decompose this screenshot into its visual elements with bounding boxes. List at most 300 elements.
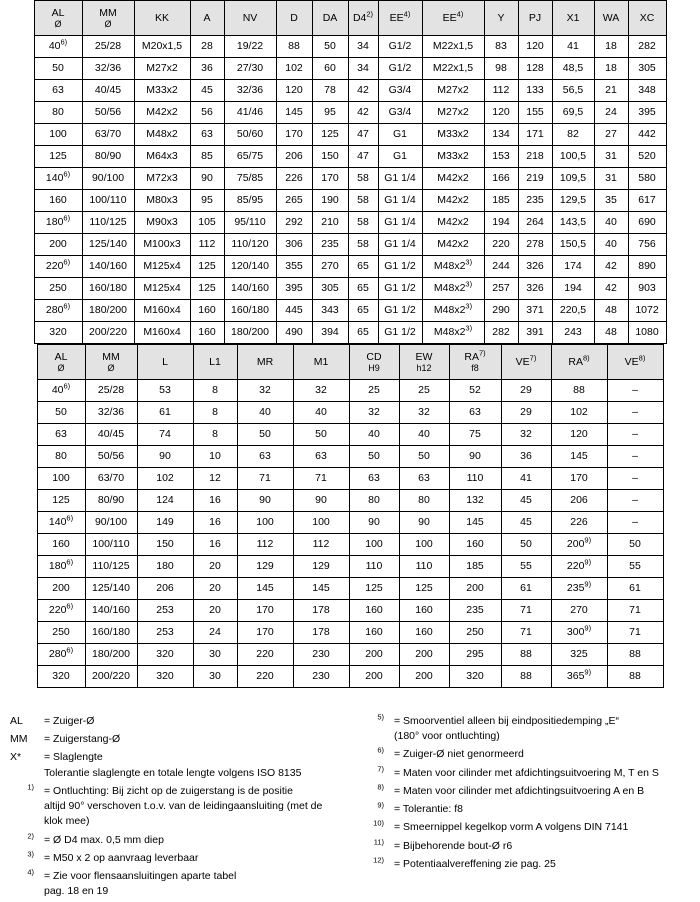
legend-item <box>360 857 692 872</box>
column-header-mr: MR <box>237 345 293 380</box>
table-row <box>37 468 663 490</box>
table-row <box>37 402 663 424</box>
table-row <box>37 600 663 622</box>
cell-value: 95 <box>190 190 224 212</box>
cell-value: M33x2 <box>134 80 190 102</box>
cell-value: M42x2 <box>422 212 484 234</box>
cell-value: 27/30 <box>224 58 276 80</box>
cell-value: 42 <box>348 102 378 124</box>
cell-value: 52 <box>449 380 501 402</box>
cell-value: 270 <box>551 600 607 622</box>
cell-al: 140$^{6)}$ <box>34 168 82 190</box>
cell-al: 200 <box>34 234 82 256</box>
cell-value: 320 <box>449 666 501 688</box>
cell-value: 320 <box>137 644 193 666</box>
cell-value: 171 <box>518 124 552 146</box>
cell-value: 8 <box>193 424 237 446</box>
legend-item <box>360 714 692 744</box>
cell-value: 290 <box>484 300 518 322</box>
cell-value: 90 <box>399 512 449 534</box>
column-header-nv: NV <box>224 1 276 36</box>
cell-value: 170 <box>312 168 348 190</box>
cell-value: 50 <box>349 446 399 468</box>
cell-value: 100 <box>237 512 293 534</box>
cell-value: 244 <box>484 256 518 278</box>
cell-value: 617 <box>628 190 666 212</box>
cell-value: M27x2 <box>422 80 484 102</box>
cell-value: 95/110 <box>224 212 276 234</box>
cell-value: 65 <box>348 300 378 322</box>
cell-value: 150 <box>137 534 193 556</box>
table-row <box>34 190 666 212</box>
cell-value: 903 <box>628 278 666 300</box>
cell-value: 88 <box>501 666 551 688</box>
cell-value: 34 <box>348 36 378 58</box>
cell-value: 180/200 <box>82 300 134 322</box>
cell-value: 112 <box>237 534 293 556</box>
cell-value: 180/200 <box>224 322 276 344</box>
cell-value: 129,5 <box>552 190 594 212</box>
cell-value: 58 <box>348 168 378 190</box>
cell-value: 235$^{9)}$ <box>551 578 607 600</box>
legend-item <box>10 732 342 747</box>
cell-value: 40/45 <box>82 80 134 102</box>
cell-value: 45 <box>190 80 224 102</box>
cell-value: 83 <box>484 36 518 58</box>
cell-value: 143,5 <box>552 212 594 234</box>
legend-item <box>360 766 692 781</box>
cell-value: 206 <box>551 490 607 512</box>
cell-value: 220 <box>484 234 518 256</box>
cell-value: 18 <box>594 36 628 58</box>
table-row <box>34 36 666 58</box>
cell-value: 100/110 <box>85 534 137 556</box>
cell-value: 206 <box>137 578 193 600</box>
cell-value: 160 <box>399 600 449 622</box>
table-row <box>37 578 663 600</box>
cell-value: 78 <box>312 80 348 102</box>
cell-value: 88 <box>501 644 551 666</box>
cell-value: – <box>607 424 663 446</box>
cell-value: 24 <box>594 102 628 124</box>
column-header-ve-8: VE$^{8)}$ <box>607 345 663 380</box>
table-row <box>34 80 666 102</box>
cell-value: 56,5 <box>552 80 594 102</box>
cell-value: 395 <box>628 102 666 124</box>
cell-value: 40 <box>237 402 293 424</box>
cell-value: 110 <box>449 468 501 490</box>
cell-value: 40 <box>293 402 349 424</box>
cell-value: 300$^{9)}$ <box>551 622 607 644</box>
cell-value: 65 <box>348 278 378 300</box>
legend-value: = Zuiger-Ø niet genormeerd <box>394 748 524 761</box>
legend-key: 3) <box>27 849 34 859</box>
legend-key: 6) <box>377 745 384 755</box>
cell-al: 280$^{6)}$ <box>34 300 82 322</box>
cell-value: 40/45 <box>85 424 137 446</box>
cell-value: 520 <box>628 146 666 168</box>
cell-value: M27x2 <box>134 58 190 80</box>
cell-value: 71 <box>607 600 663 622</box>
cell-value: 206 <box>276 146 312 168</box>
cell-value: 18 <box>594 58 628 80</box>
legend-key: 9) <box>377 800 384 810</box>
cell-value: 102 <box>276 58 312 80</box>
cell-value: 125 <box>190 256 224 278</box>
cell-al: 80 <box>37 446 85 468</box>
cell-value: 166 <box>484 168 518 190</box>
legend-item <box>10 833 342 848</box>
cell-value: 40 <box>399 424 449 446</box>
cell-value: 90 <box>190 168 224 190</box>
cell-value: 65/75 <box>224 146 276 168</box>
legend-item <box>360 802 692 817</box>
cell-value: 150 <box>312 146 348 168</box>
legend-item <box>360 784 692 799</box>
cell-value: M42x2 <box>422 190 484 212</box>
cell-value: 32 <box>399 402 449 424</box>
cell-value: 47 <box>348 124 378 146</box>
legend-item <box>10 869 342 899</box>
cell-value: 71 <box>501 600 551 622</box>
cell-value: 19/22 <box>224 36 276 58</box>
cell-value: 61 <box>607 578 663 600</box>
legend-key: AL <box>10 715 23 727</box>
cell-value: 295 <box>449 644 501 666</box>
cell-value: 61 <box>137 402 193 424</box>
cell-value: M42x2 <box>422 234 484 256</box>
cell-value: 8 <box>193 380 237 402</box>
cell-value: 180/200 <box>85 644 137 666</box>
cell-value: 270 <box>312 256 348 278</box>
cell-value: 160/180 <box>85 622 137 644</box>
cell-value: 305 <box>312 278 348 300</box>
cell-value: 100 <box>399 534 449 556</box>
cell-value: 145 <box>449 512 501 534</box>
cell-value: 265 <box>276 190 312 212</box>
table-row <box>34 256 666 278</box>
cell-value: 442 <box>628 124 666 146</box>
cell-value: M42x2 <box>134 102 190 124</box>
cell-value: 190 <box>312 190 348 212</box>
cell-value: 80/90 <box>85 490 137 512</box>
cell-al: 40$^{6)}$ <box>34 36 82 58</box>
cell-value: 120 <box>551 424 607 446</box>
cell-value: M48x2$^{3)}$ <box>422 300 484 322</box>
cell-value: 20 <box>193 556 237 578</box>
cell-value: 160 <box>349 622 399 644</box>
cell-value: 185 <box>484 190 518 212</box>
column-header-x1: X1 <box>552 1 594 36</box>
cell-value: 69,5 <box>552 102 594 124</box>
cell-al: 140$^{6)}$ <box>37 512 85 534</box>
cell-value: 125 <box>190 278 224 300</box>
cell-value: 109,5 <box>552 168 594 190</box>
cell-al: 100 <box>37 468 85 490</box>
cell-value: 306 <box>276 234 312 256</box>
legend-value: = Smoorventiel alleen bij eindpositiedemping „E“ (180° voor ontluchting) <box>394 715 620 743</box>
legend-value: = Ontluchting: Bij zicht op de zuigerstang is de positie altijd 90° verschoven t.o.v. van de leidingaansluiting (met de klok mee) <box>44 784 323 828</box>
column-header-mm: MM Ø <box>85 345 137 380</box>
cell-value: – <box>607 468 663 490</box>
cell-value: G1 1/4 <box>378 234 422 256</box>
cell-value: 110 <box>399 556 449 578</box>
cell-value: G3/4 <box>378 80 422 102</box>
cell-value: 160/180 <box>82 278 134 300</box>
cell-value: 95 <box>312 102 348 124</box>
cell-value: 98 <box>484 58 518 80</box>
column-header-ee-4: EE$^{4)}$ <box>422 1 484 36</box>
cell-value: 235 <box>518 190 552 212</box>
cell-value: 28 <box>190 36 224 58</box>
cell-value: 110/120 <box>224 234 276 256</box>
cell-value: 125/140 <box>82 234 134 256</box>
cell-value: M22x1,5 <box>422 36 484 58</box>
cell-value: 90/100 <box>82 168 134 190</box>
cell-value: 16 <box>193 512 237 534</box>
cell-value: 90 <box>449 446 501 468</box>
cell-value: 32 <box>293 380 349 402</box>
cell-value: 50 <box>312 36 348 58</box>
cell-value: 112 <box>293 534 349 556</box>
cell-value: 25/28 <box>85 380 137 402</box>
cell-value: 48 <box>594 300 628 322</box>
dimension-table-2 <box>37 344 664 688</box>
cell-value: 200 <box>449 578 501 600</box>
legend-value: = Potentiaalvereffening zie pag. 25 <box>394 857 556 870</box>
column-header-ra-7: RA$^{7)}$ f8 <box>449 345 501 380</box>
cell-value: 100,5 <box>552 146 594 168</box>
cell-value: 105 <box>190 212 224 234</box>
table-row <box>37 424 663 446</box>
cell-value: M33x2 <box>422 124 484 146</box>
cell-value: 348 <box>628 80 666 102</box>
table-row <box>37 666 663 688</box>
cell-value: 120 <box>276 80 312 102</box>
cell-value: – <box>607 490 663 512</box>
cell-value: 24 <box>193 622 237 644</box>
cell-value: 63 <box>190 124 224 146</box>
cell-value: 210 <box>312 212 348 234</box>
column-header-a: A <box>190 1 224 36</box>
cell-value: 391 <box>518 322 552 344</box>
cell-value: M125x4 <box>134 278 190 300</box>
cell-al: 80 <box>34 102 82 124</box>
cell-value: 42 <box>348 80 378 102</box>
cell-value: M42x2 <box>422 168 484 190</box>
cell-al: 320 <box>37 666 85 688</box>
cell-value: 31 <box>594 146 628 168</box>
cell-value: 155 <box>518 102 552 124</box>
cell-value: 50 <box>501 534 551 556</box>
cell-value: 29 <box>501 402 551 424</box>
cell-value: G1 1/4 <box>378 190 422 212</box>
cell-value: 50/60 <box>224 124 276 146</box>
table-row <box>37 446 663 468</box>
cell-value: 85/95 <box>224 190 276 212</box>
cell-value: 25/28 <box>82 36 134 58</box>
column-header-m1: M1 <box>293 345 349 380</box>
column-header-wa: WA <box>594 1 628 36</box>
column-header-ve-7: VE$^{7)}$ <box>501 345 551 380</box>
cell-value: 75 <box>449 424 501 446</box>
legend-key: X* <box>10 751 22 764</box>
cell-value: 110/125 <box>82 212 134 234</box>
cell-value: 88 <box>551 380 607 402</box>
cell-value: 185 <box>449 556 501 578</box>
cell-value: 220 <box>237 644 293 666</box>
cell-value: 58 <box>348 212 378 234</box>
cell-value: 756 <box>628 234 666 256</box>
cell-value: 355 <box>276 256 312 278</box>
cell-value: G1 <box>378 146 422 168</box>
cell-value: 29 <box>501 380 551 402</box>
legend-key: MM <box>10 733 28 746</box>
cell-value: M160x4 <box>134 300 190 322</box>
cell-value: 253 <box>137 600 193 622</box>
cell-value: 88 <box>607 644 663 666</box>
cell-value: M64x3 <box>134 146 190 168</box>
legend-value: = Slaglengte Tolerantie slaglengte en totale lengte volgens ISO 8135 <box>44 751 302 779</box>
cell-al: 220$^{6)}$ <box>37 600 85 622</box>
legend-value: = Zie voor flensaansluitingen aparte tabel pag. 18 en 19 <box>44 869 237 898</box>
cell-value: 42 <box>594 256 628 278</box>
cell-value: 63 <box>293 446 349 468</box>
legend-item <box>360 839 692 854</box>
cell-value: 71 <box>501 622 551 644</box>
cell-value: 178 <box>293 622 349 644</box>
cell-value: 395 <box>276 278 312 300</box>
cell-value: 243 <box>552 322 594 344</box>
cell-value: 40 <box>594 212 628 234</box>
table-row <box>37 644 663 666</box>
cell-value: 30 <box>193 666 237 688</box>
cell-value: 71 <box>293 468 349 490</box>
cell-value: M90x3 <box>134 212 190 234</box>
cell-value: 132 <box>449 490 501 512</box>
legend-value: = Bijbehorende bout-Ø r6 <box>394 839 513 852</box>
cell-value: 160 <box>190 322 224 344</box>
column-header-cd: CD H9 <box>349 345 399 380</box>
cell-value: 129 <box>293 556 349 578</box>
cell-value: 41 <box>552 36 594 58</box>
cell-value: 305 <box>628 58 666 80</box>
cell-value: G1 1/2 <box>378 278 422 300</box>
cell-value: 343 <box>312 300 348 322</box>
cell-value: – <box>607 380 663 402</box>
legend-value: = Ø D4 max. 0,5 mm diep <box>44 833 164 846</box>
column-header-y: Y <box>484 1 518 36</box>
table-row <box>37 556 663 578</box>
cell-value: 55 <box>607 556 663 578</box>
cell-value: 65 <box>348 322 378 344</box>
legend-key: 2) <box>27 831 34 841</box>
cell-value: 16 <box>193 490 237 512</box>
legend-value: = Tolerantie: f8 <box>394 803 463 816</box>
cell-value: 90 <box>237 490 293 512</box>
cell-value: 120/140 <box>224 256 276 278</box>
cell-value: 235 <box>449 600 501 622</box>
cell-value: 80/90 <box>82 146 134 168</box>
cell-value: 80 <box>349 490 399 512</box>
cell-al: 250 <box>34 278 82 300</box>
cell-value: 63 <box>237 446 293 468</box>
cell-value: 180 <box>137 556 193 578</box>
cell-value: M27x2 <box>422 102 484 124</box>
cell-al: 50 <box>37 402 85 424</box>
cell-value: 160 <box>449 534 501 556</box>
dimension-table-1 <box>34 0 667 344</box>
column-header-pj: PJ <box>518 1 552 36</box>
legend-item <box>10 851 342 866</box>
cell-value: 282 <box>484 322 518 344</box>
cell-value: 153 <box>484 146 518 168</box>
cell-al: 320 <box>34 322 82 344</box>
cell-value: 61 <box>501 578 551 600</box>
cell-value: 1072 <box>628 300 666 322</box>
cell-value: 125 <box>399 578 449 600</box>
cell-value: 120 <box>518 36 552 58</box>
cell-value: 32/36 <box>82 58 134 80</box>
cell-value: 128 <box>518 58 552 80</box>
cell-value: 25 <box>349 380 399 402</box>
legend-key: 11) <box>373 837 384 847</box>
column-header-l1: L1 <box>193 345 237 380</box>
legend-key: 10) <box>373 818 384 828</box>
column-header-ee-4: EE$^{4)}$ <box>378 1 422 36</box>
cell-value: 445 <box>276 300 312 322</box>
cell-value: G1 1/2 <box>378 256 422 278</box>
cell-value: 90 <box>293 490 349 512</box>
cell-value: 226 <box>276 168 312 190</box>
cell-value: 45 <box>501 512 551 534</box>
cell-value: 82 <box>552 124 594 146</box>
legend-column-left <box>10 714 342 902</box>
cell-value: 149 <box>137 512 193 534</box>
column-header-al: AL Ø <box>37 345 85 380</box>
column-header-da: DA <box>312 1 348 36</box>
table-row <box>37 622 663 644</box>
legend-item <box>10 784 342 830</box>
cell-al: 220$^{6)}$ <box>34 256 82 278</box>
column-header-mm: MM Ø <box>82 1 134 36</box>
cell-value: 145 <box>237 578 293 600</box>
cell-value: 90 <box>137 446 193 468</box>
cell-value: 220 <box>237 666 293 688</box>
cell-value: 85 <box>190 146 224 168</box>
cell-value: 16 <box>193 534 237 556</box>
cell-value: 1080 <box>628 322 666 344</box>
cell-al: 180$^{6)}$ <box>34 212 82 234</box>
cell-al: 200 <box>37 578 85 600</box>
cell-value: 40 <box>349 424 399 446</box>
cell-al: 125 <box>37 490 85 512</box>
cell-value: G1 1/4 <box>378 212 422 234</box>
cell-value: M125x4 <box>134 256 190 278</box>
cell-value: M48x2$^{3)}$ <box>422 256 484 278</box>
cell-value: 112 <box>190 234 224 256</box>
legend-key: 1) <box>27 782 34 792</box>
cell-value: 40 <box>594 234 628 256</box>
legend-value: = Zuigerstang-Ø <box>44 733 121 746</box>
cell-value: M48x2 <box>134 124 190 146</box>
cell-value: 140/160 <box>224 278 276 300</box>
cell-value: 32/36 <box>224 80 276 102</box>
cell-al: 100 <box>34 124 82 146</box>
cell-value: 200 <box>399 644 449 666</box>
cell-value: 125 <box>349 578 399 600</box>
column-header-d: D <box>276 1 312 36</box>
